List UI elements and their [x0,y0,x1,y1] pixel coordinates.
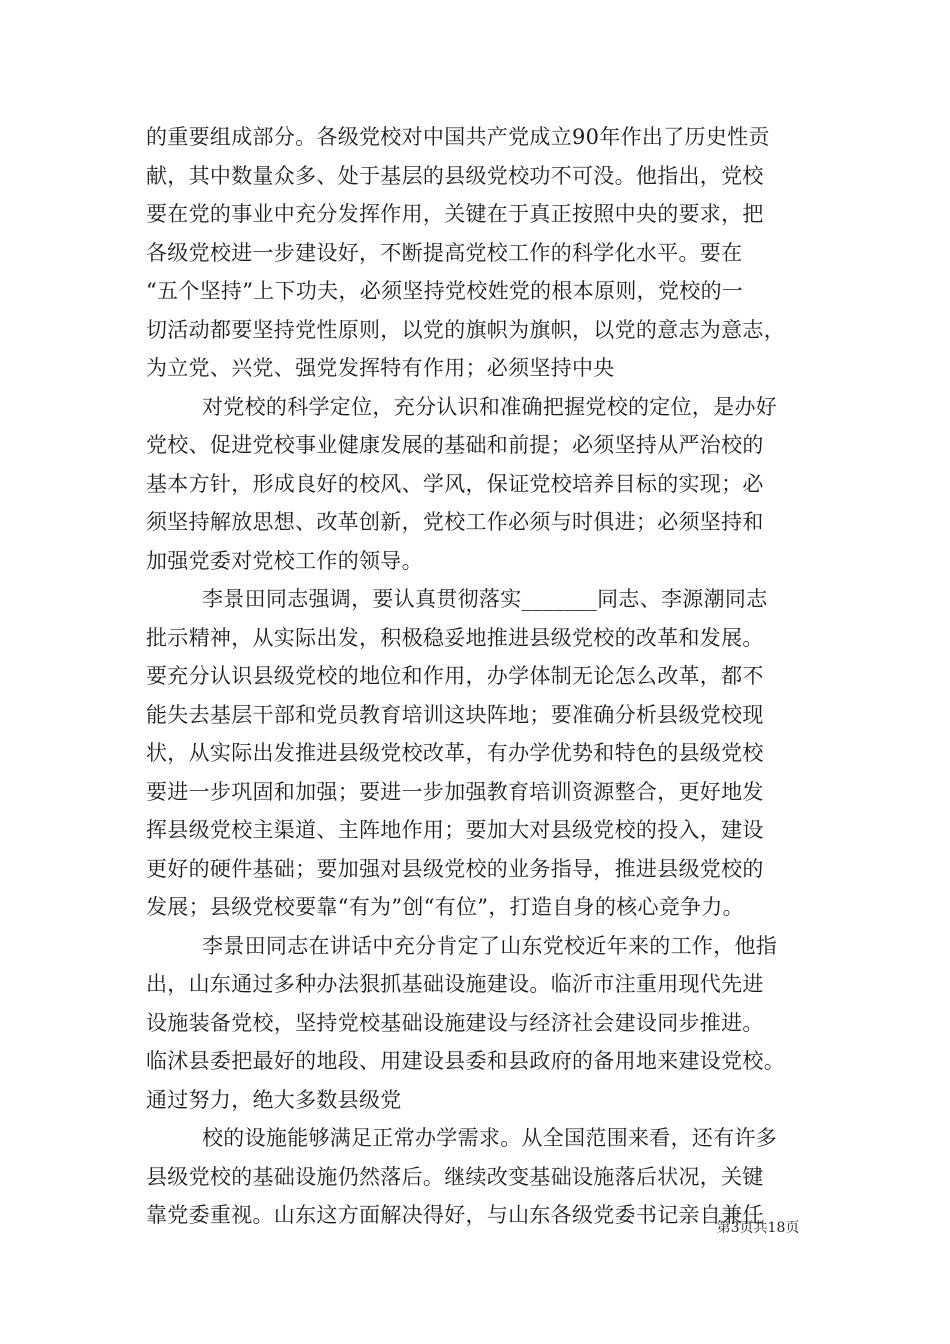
text-line: 能失去基层干部和党员教育培训这块阵地；要准确分析县级党校现 [146,702,764,727]
document-body [146,118,818,1235]
paragraph [146,118,818,388]
text-line: 挥县级党校主渠道、主阵地作用；要加大对县级党校的投入，建设 [146,818,764,842]
page-footer [0,1218,950,1238]
text-line: 要在党的事业中充分发挥作用，关键在于真正按照中央的要求，把 [146,202,764,226]
paragraph [146,580,818,927]
text-line: “五个坚持”上下功夫，必须坚持党校姓党的根本原则，党校的一 [146,279,744,303]
text-line: 李景田同志强调，要认真贯彻落实_______同志、李源潮同志 [202,587,768,611]
text-line: 加强党委对党校工作的领导。 [146,548,423,573]
text-line: 为立党、兴党、强党发挥特有作用；必须坚持中央 [146,356,615,380]
text-line: 的重要组成部分。各级党校对中国共产党成立90年作出了历史性贡 [146,125,770,149]
text-line: 对党校的科学定位，充分认识和准确把握党校的定位，是办好 [202,394,778,419]
text-line: 状，从实际出发推进县级党校改革，有办学优势和特色的县级党校 [146,741,764,765]
page-number: 第3页共18页 [716,1220,800,1236]
text-line: 要进一步巩固和加强；要进一步加强教育培训资源整合，更好地发 [146,779,764,804]
text-line: 批示精神，从实际出发，积极稳妥地推进县级党校的改革和发展。 [146,625,764,650]
paragraph [146,927,818,1120]
text-line: 通过努力，绝大多数县级党 [146,1087,402,1112]
text-line: 须坚持解放思想、改革创新，党校工作必须与时俱进；必须坚持和 [146,510,764,534]
text-line: 靠党委重视。山东这方面解决得好，与山东各级党委书记亲自兼任 [146,1203,764,1227]
text-line: 李景田同志在讲话中充分肯定了山东党校近年来的工作，他指 [202,933,778,958]
text-line: 临沭县委把最好的地段、用建设县委和县政府的备用地来建设党校。 [146,1049,785,1073]
paragraph [146,388,818,581]
text-line: 献，其中数量众多、处于基层的县级党校功不可没。他指出，党校 [146,163,764,188]
text-line: 出，山东通过多种办法狠抓基础设施建设。临沂市注重用现代先进 [146,972,764,996]
text-line: 设施装备党校，坚持党校基础设施建设与经济社会建设同步推进。 [146,1010,764,1035]
text-line: 基本方针，形成良好的校风、学风，保证党校培养目标的实现；必 [146,471,764,496]
text-line: 各级党校进一步建设好，不断提高党校工作的科学化水平。要在 [146,240,743,265]
text-line: 切活动都要坚持党性原则，以党的旗帜为旗帜，以党的意志为意志， [146,317,785,342]
text-line: 县级党校的基础设施仍然落后。继续改变基础设施落后状况，关键 [146,1164,764,1189]
text-line: 校的设施能够满足正常办学需求。从全国范围来看，还有许多 [202,1126,778,1150]
text-line: 要充分认识县级党校的地位和作用，办学体制无论怎么改革，都不 [146,664,764,688]
text-line: 党校、促进党校事业健康发展的基础和前提；必须坚持从严治校的 [146,433,764,457]
text-line: 更好的硬件基础；要加强对县级党校的业务指导，推进县级党校的 [146,856,764,881]
text-line: 发展；县级党校要靠“有为”创“有位”，打造自身的核心竞争力。 [146,895,744,919]
